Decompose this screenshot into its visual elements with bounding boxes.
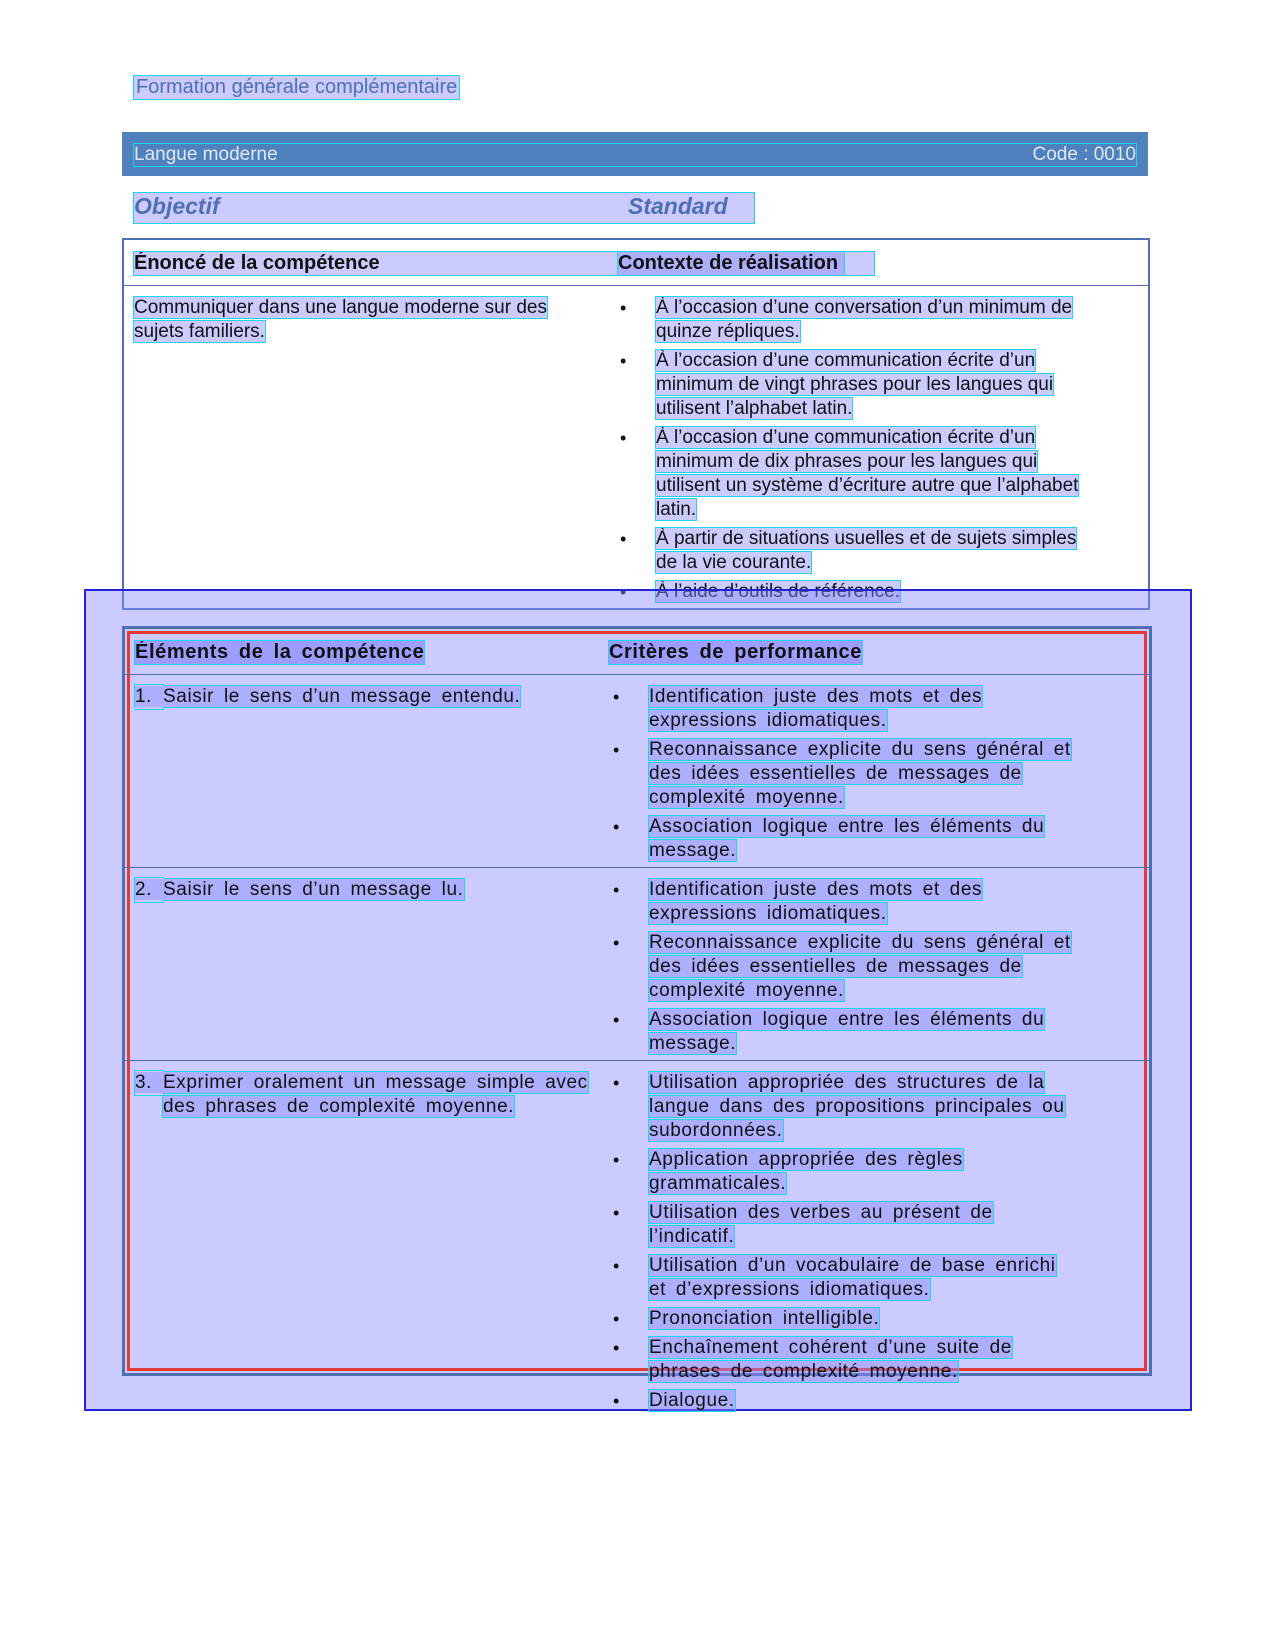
criteria-item: • Identification juste des mots et des expressions idiomatiques. [611, 685, 1081, 733]
criteria-item: • Reconnaissance explicite du sens général et des idées essentielles de messages de complexité moyenne. [611, 931, 1081, 1003]
criteria-header: Critères de performance [609, 641, 863, 663]
criteria-item: • Enchaînement cohérent d’une suite de phrases de complexité moyenne. [611, 1336, 1081, 1384]
context-item: • À l’occasion d’une conversation d’un minimum de quinze répliques. [618, 296, 1088, 344]
criteria-item: • Utilisation appropriée des structures de la langue dans des propositions principales ou subordonnées. [611, 1071, 1081, 1143]
element-row [125, 674, 1149, 868]
element-text: 2. Saisir le sens d’un message lu. [135, 879, 464, 900]
competency-table-header [124, 240, 1148, 286]
criteria-item: • Association logique entre les éléments du message. [611, 1008, 1081, 1056]
context-item: • À l’aide d’outils de référence. [618, 580, 1088, 604]
element-row [125, 1060, 1149, 1411]
criteria-list [611, 685, 1081, 868]
criteria-item: • Prononciation intelligible. [611, 1307, 1081, 1331]
standard-heading: Standard [628, 193, 728, 219]
course-bar [122, 132, 1148, 176]
element-text: 1. Saisir le sens d’un message entendu. [135, 686, 521, 707]
context-item: • À l’occasion d’une communication écrite d’un minimum de vingt phrases pour les langues qui utilisent l’alphabet latin. [618, 349, 1088, 421]
context-item: • À partir de situations usuelles et de sujets simples de la vie courante. [618, 527, 1088, 575]
course-code: Code : 0010 [1032, 144, 1136, 165]
criteria-item: • Application appropriée des règles grammaticales. [611, 1148, 1081, 1196]
statement-header: Énoncé de la compétence [134, 252, 380, 274]
competency-statement [134, 296, 594, 344]
context-header: Contexte de réalisation [618, 252, 844, 275]
objective-heading: Objectif [134, 193, 220, 219]
criteria-item: • Dialogue. [611, 1389, 1081, 1413]
document-pretitle: Formation générale complémentaire [136, 76, 458, 98]
criteria-list [611, 878, 1081, 1061]
criteria-item: • Utilisation d’un vocabulaire de base enrichi et d’expressions idiomatiques. [611, 1254, 1081, 1302]
criteria-item: • Identification juste des mots et des expressions idiomatiques. [611, 878, 1081, 926]
competency-table [122, 238, 1150, 610]
course-name: Langue moderne [134, 144, 278, 165]
criteria-item: • Reconnaissance explicite du sens général et des idées essentielles de messages de complexité moyenne. [611, 738, 1081, 810]
elements-header: Éléments de la compétence [135, 641, 425, 663]
competency-statement-text: Communiquer dans une langue moderne sur des sujets familiers. [134, 297, 547, 342]
section-headings [134, 193, 754, 223]
element-text: 3. Exprimer oralement un message simple avec des phrases de complexité moyenne. [135, 1072, 588, 1117]
criteria-list [611, 1071, 1081, 1418]
criteria-item: • Association logique entre les éléments du message. [611, 815, 1081, 863]
context-item: • À l’occasion d’une communication écrite d’un minimum de dix phrases pour les langues qui utilisent un système d’écriture autre que l’alphabet latin. [618, 426, 1088, 522]
context-list [618, 296, 1088, 609]
element-row [125, 867, 1149, 1061]
elements-table [122, 626, 1152, 1411]
criteria-item: • Utilisation des verbes au présent de l’indicatif. [611, 1201, 1081, 1249]
